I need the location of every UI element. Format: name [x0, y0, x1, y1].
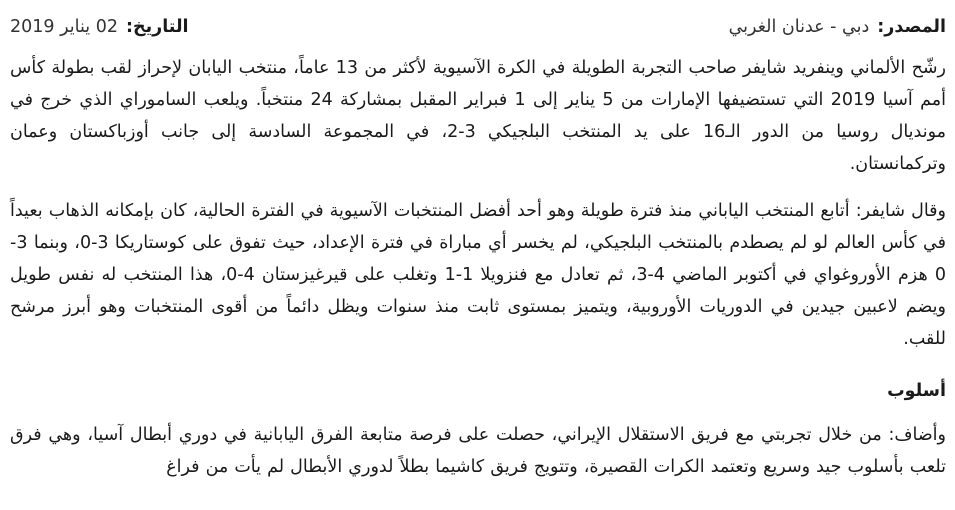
date-info: [10, 17, 189, 37]
source-info: [729, 17, 946, 37]
source-value: دبي - عدنان الغربي: [728, 17, 870, 37]
article-body: [10, 52, 946, 483]
section-heading: أسلوب: [887, 381, 946, 401]
article-paragraph: وأضاف: من خلال تجربتي مع فريق الاستقلال الإيراني، حصلت على فرصة متابعة الفرق اليابانية في دوري أبطال آسيا، وهي فرق تلعب بأسلوب جيد وسريع وتعتمد الكرات القصيرة، وتتويج فريق كاشيما بطلاً لدوري الأبطال لم يأت من فراغ: [10, 425, 946, 477]
article-paragraph: رشّح الألماني وينفريد شايفر صاحب التجربة الطويلة في الكرة الآسيوية لأكثر من 13 عاماً، منتخب اليابان لإحراز لقب بطولة كأس أمم آسيا 2019 التي تستضيفها الإمارات من 5 يناير إلى 1 فبراير المقبل بمشاركة 24 منتخباً. ويلعب الساموراي الذي خرج في مونديال روسيا من الدور الـ16 على يد المنتخب البلجيكي 3-2، في المجموعة السادسة إلى جانب أوزباكستان وعمان وتركمانستان.: [10, 58, 946, 174]
article-paragraph: وقال شايفر: أتابع المنتخب الياباني منذ فترة طويلة وهو أحد أفضل المنتخبات الآسيوية في الفترة الحالية، كان بإمكانه الذهاب بعيداً في كأس العالم لو لم يصطدم بالمنتخب البلجيكي، لم يخسر أي مباراة في فترة الإعداد، حيث تفوق على كوستاريكا 3-0، وبنما 3-0 هزم الأوروغواي في أكتوبر الماضي 4-3، ثم تعادل مع فنزويلا 1-1 وتغلب على قيرغيزستان 4-0، هذا المنتخب له نفس طويل ويضم لاعبين جيدين في الدوريات الأوروبية، ويتميز بمستوى ثابت منذ سنوات ويظل دائماً من أقوى المنتخبات وهو أبرز مرشح للقب.: [10, 201, 947, 349]
source-label: المصدر:: [877, 17, 946, 37]
date-label: التاريخ:: [125, 17, 189, 37]
date-value: 02 يناير 2019: [10, 17, 118, 37]
article-meta: [10, 0, 946, 52]
